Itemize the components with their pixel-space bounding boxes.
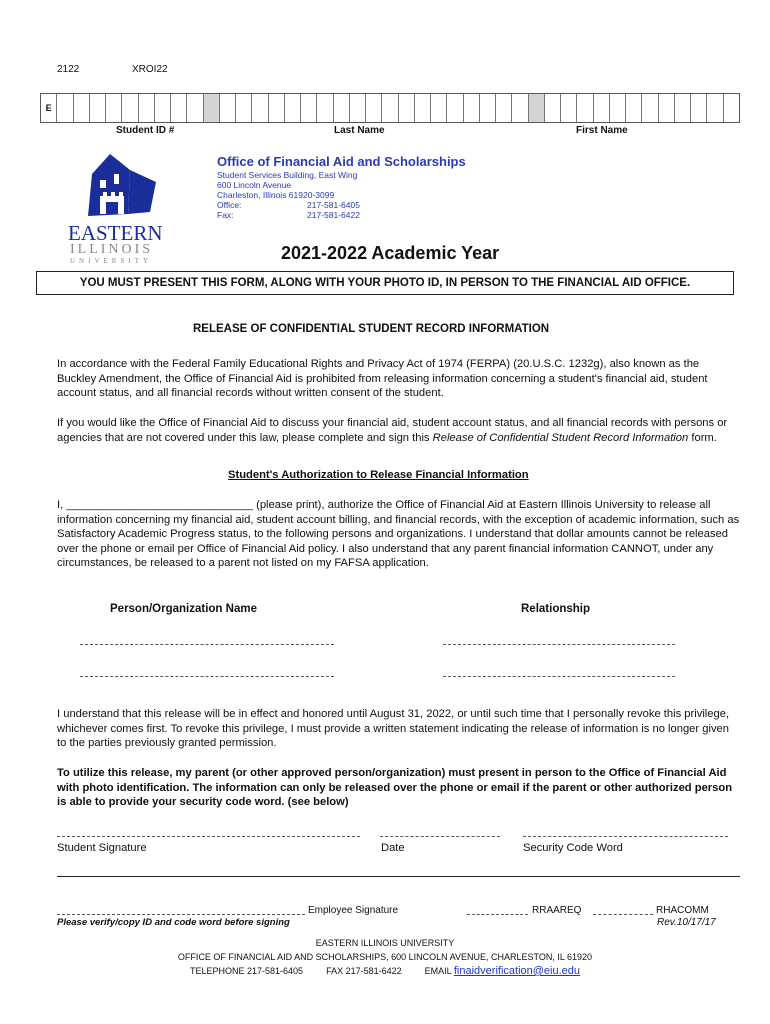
id-grid-cell[interactable] [350, 94, 366, 122]
id-grid-cell[interactable] [496, 94, 512, 122]
person-name-field-1[interactable] [80, 644, 334, 645]
logo-word-university: UNIVERSITY [70, 257, 152, 265]
date-field[interactable] [380, 836, 500, 837]
id-grid-cell[interactable] [269, 94, 285, 122]
office-phone-label: Office: [217, 200, 242, 210]
rraareq-label: RRAAREQ [532, 905, 582, 916]
id-grid-cell[interactable] [301, 94, 317, 122]
id-grid-cell[interactable] [431, 94, 447, 122]
employee-signature-field[interactable] [57, 914, 305, 915]
release-title: RELEASE OF CONFIDENTIAL STUDENT RECORD INFORMATION [193, 323, 550, 335]
castle-logo-icon [70, 152, 180, 222]
id-grid-cell[interactable] [626, 94, 642, 122]
student-signature-field[interactable] [57, 836, 360, 837]
student-id-name-grid[interactable] [40, 93, 740, 123]
relationship-field-1[interactable] [443, 644, 675, 645]
relationship-header: Relationship [521, 603, 591, 615]
id-grid-cell[interactable] [139, 94, 155, 122]
rhacomm-field[interactable] [593, 914, 653, 915]
id-grid-cell[interactable] [707, 94, 723, 122]
fax-number: 217-581-6422 [307, 210, 360, 220]
logo-word-eastern: EASTERN [68, 221, 163, 245]
student-signature-label: Student Signature [57, 842, 147, 854]
id-grid-cell[interactable] [642, 94, 658, 122]
id-grid-cell[interactable] [74, 94, 90, 122]
security-code-label: Security Code Word [523, 842, 623, 854]
id-grid-cell[interactable] [577, 94, 593, 122]
student-id-label: Student ID # [116, 125, 175, 136]
id-grid-cell[interactable] [155, 94, 171, 122]
verify-note: Please verify/copy ID and code word before signing [57, 917, 290, 928]
office-phone: 217-581-6405 [307, 200, 360, 210]
rraareq-field[interactable] [467, 914, 528, 915]
form-name-italic: Release of Confidential Student Record Information [432, 431, 689, 444]
id-grid-cell[interactable] [659, 94, 675, 122]
id-grid-cell[interactable] [122, 94, 138, 122]
logo-word-illinois: ILLINOIS [70, 242, 154, 257]
academic-year-title: 2021-2022 Academic Year [281, 243, 500, 263]
office-title: Office of Financial Aid and Scholarships [217, 154, 466, 169]
id-grid-cell[interactable] [236, 94, 252, 122]
footer-telephone: TELEPHONE 217-581-6405 [189, 966, 304, 976]
id-grid-cell[interactable] [561, 94, 577, 122]
id-grid-cell[interactable] [106, 94, 122, 122]
address-line-3: Charleston, Illinois 61920-3099 [217, 190, 335, 200]
revision-date: Rev.10/17/17 [657, 917, 716, 928]
footer-university: EASTERN ILLINOIS UNIVERSITY [315, 938, 455, 948]
employee-signature-label: Employee Signature [308, 905, 399, 916]
id-grid-cell[interactable] [252, 94, 268, 122]
ferpa-paragraph: In accordance with the Federal Family Educational Rights and Privacy Act of 1974 (FERPA) (20.U.S.C. 1232g), also known as the Buckley Amendment, the Office of Financial Aid is prohibited from releasing information concerning a student's financial aid, student account status, and all financial records without written consent of the student. [57, 358, 708, 399]
id-grid-cell[interactable] [334, 94, 350, 122]
person-name-field-2[interactable] [80, 676, 334, 677]
id-grid-cell[interactable] [171, 94, 187, 122]
office-use-divider [57, 876, 740, 877]
footer-email-label: EMAIL [424, 966, 452, 976]
discuss-paragraph: If you would like the Office of Financial Aid to discuss your financial aid, student account status, and all financial records with persons or agencies that are not covered under this law, please complete and sign this Release of Confidential Student Record Information form. [57, 417, 728, 444]
id-grid-cell[interactable] [610, 94, 626, 122]
university-logo [68, 152, 180, 265]
security-code-field[interactable] [523, 836, 728, 837]
in-person-banner: YOU MUST PRESENT THIS FORM, ALONG WITH YOUR PHOTO ID, IN PERSON TO THE FINANCIAL AID OFFICE. [36, 271, 734, 295]
person-org-header: Person/Organization Name [110, 603, 257, 615]
id-grid-cell[interactable] [675, 94, 691, 122]
last-name-label: Last Name [334, 125, 385, 136]
id-grid-cell[interactable] [415, 94, 431, 122]
footer-email-link[interactable]: finaidverification@eiu.edu [453, 965, 581, 977]
id-grid-cell[interactable] [220, 94, 236, 122]
authorization-title: Student's Authorization to Release Financial Information [228, 469, 529, 481]
id-grid-cell[interactable] [382, 94, 398, 122]
id-grid-cell[interactable] [317, 94, 333, 122]
footer-fax: FAX 217-581-6422 [326, 966, 402, 976]
id-grid-cell[interactable] [90, 94, 106, 122]
first-name-label: First Name [576, 125, 628, 136]
id-grid-cell[interactable] [512, 94, 528, 122]
form-version-code: XROI22 [132, 64, 168, 75]
id-grid-cell[interactable] [285, 94, 301, 122]
footer-address: OFFICE OF FINANCIAL AID AND SCHOLARSHIPS, 600 LINCOLN AVENUE, CHARLESTON, IL 61920 [177, 952, 593, 962]
id-grid-cell[interactable] [545, 94, 561, 122]
id-grid-cell[interactable] [187, 94, 203, 122]
id-grid-cell[interactable] [57, 94, 73, 122]
relationship-field-2[interactable] [443, 676, 675, 677]
id-grid-cell[interactable] [529, 94, 545, 122]
fax-label: Fax: [217, 210, 234, 220]
id-grid-cell[interactable] [204, 94, 220, 122]
footer-contacts [0, 964, 770, 979]
address-line-2: 600 Lincoln Avenue [217, 180, 292, 190]
id-grid-cell[interactable] [724, 94, 739, 122]
id-grid-cell[interactable] [464, 94, 480, 122]
authorization-paragraph: I, ______________________________ (please print), authorize the Office of Financial Aid at Eastern Illinois University to release all information concerning my financial aid, student account billing, and financial records, with the exception of academic information, such as Satisfactory Academic Progress status, to the following persons and organizations. I understand that dollar amounts cannot be released over the phone or email per Office of Financial Aid policy. I also understand that any parent financial information CANNOT, under any circumstances, be released to a parent not listed on my FAFSA application. [57, 499, 740, 569]
rhacomm-label: RHACOMM [656, 905, 709, 916]
id-grid-cell[interactable] [480, 94, 496, 122]
id-prefix-cell: E [41, 94, 57, 122]
date-label: Date [381, 842, 405, 854]
id-grid-cell[interactable] [594, 94, 610, 122]
id-grid-cell[interactable] [399, 94, 415, 122]
address-line-1: Student Services Building, East Wing [217, 170, 358, 180]
id-grid-cell[interactable] [366, 94, 382, 122]
id-grid-cell[interactable] [691, 94, 707, 122]
security-code-paragraph: To utilize this release, my parent (or other approved person/organization) must present in person to the Office of Financial Aid with photo identification. The information can only be released over the phone or email if the parent or other authorized person is able to provide your security code word. (see below) [57, 767, 733, 808]
form-code: 2122 [57, 64, 80, 75]
revocation-paragraph: I understand that this release will be in effect and honored until August 31, 2022, or until such time that I personally revoke this privilege, whichever comes first. To revoke this privilege, I must provide a written statement indicating the release of information is no longer given to the parties previously granted permission. [57, 708, 730, 749]
id-grid-cell[interactable] [447, 94, 463, 122]
